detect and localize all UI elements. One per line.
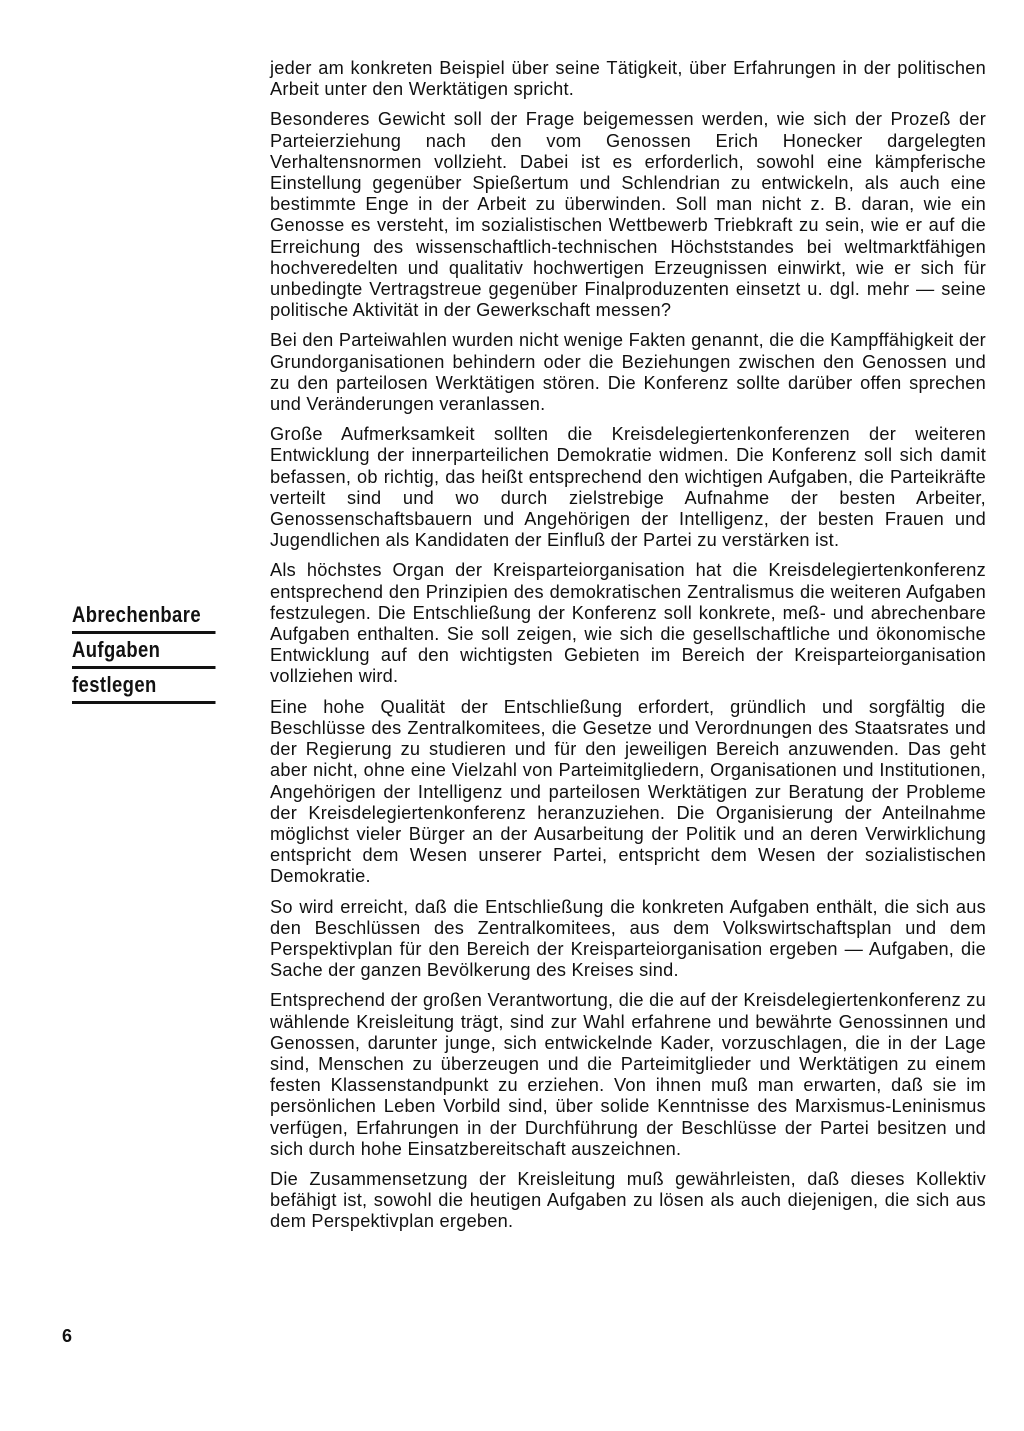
- paragraph-inner-party-democracy: Große Aufmerksamkeit sollten die Kreisdelegiertenkonferenzen der weiteren Entwicklung der innerparteilichen Demokratie widmen. Die Konferenz soll sich damit befassen, ob richtig, das heißt entsprechend den wichtigen Aufgaben, die Parteikräfte verteilt sind und wo durch zielstrebige Aufnahme der besten Arbeiter, Genossenschaftsbauern und Angehörigen der Intelligenz, der besten Frauen und Jugendlichen als Kandidaten der Einfluß der Partei zu verstärken ist.: [270, 424, 986, 551]
- paragraph-party-education: Besonderes Gewicht soll der Frage beigemessen werden, wie sich der Prozeß der Parteierziehung nach den vom Genossen Erich Honecker dargelegten Verhaltensnormen vollzieht. Dabei ist es erforderlich, sowohl eine kämpferische Einstellung gegenüber Spießertum und Schlendrian zu entwickeln, als auch eine bestimmte Enge in der Arbeit zu überwinden. Soll man nicht z. B. daran, wie ein Genosse es versteht, im sozialistischen Wettbewerb Triebkraft zu sein, wie er auf die Erreichung des wissenschaftlich-technischen Höchststandes bei weltmarktfähigen hochveredelten und qualitativ hochwertigen Erzeugnissen einwirkt, wie er sich für unbedingte Vertragstreue gegenüber Finalproduzenten einsetzt u. dgl. mehr — seine politische Aktivität in der Gewerkschaft messen?: [270, 109, 986, 321]
- sidebar-heading-line-2: Aufgaben: [72, 637, 216, 669]
- paragraph-responsibility: Entsprechend der großen Verantwortung, die die auf der Kreisdelegiertenkonferenz zu wählende Kreisleitung trägt, sind zur Wahl erfahrene und bewährte Genossinnen und Genossen, darunter junge, sich entwickelnde Kader, vorzuschlagen, die in der Lage sind, Menschen zu überzeugen und die Parteimitglieder und Werktätigen zu einem festen Klassenstandpunkt zu erziehen. Von ihnen muß man erwarten, daß sie im persönlichen Leben Vorbild sind, über solide Kenntnisse des Marxismus-Leninismus verfügen, Erfahrungen in der Durchführung der Beschlüsse der Partei besitzen und sich durch hohe Einsatzbereitschaft auszeichnen.: [270, 990, 986, 1159]
- paragraph-party-elections: Bei den Parteiwahlen wurden nicht wenige Fakten genannt, die die Kampffähigkeit der Grundorganisationen behindern oder die Beziehungen zwischen den Genossen und zu den parteilosen Werktätigen stören. Die Konferenz sollte darüber offen sprechen und Veränderungen veranlassen.: [270, 330, 986, 415]
- sidebar-heading-line-3: festlegen: [72, 672, 216, 704]
- paragraph-highest-organ: Als höchstes Organ der Kreisparteiorganisation hat die Kreisdelegiertenkonferenz entsprechend den Prinzipien des demokratischen Zentralismus die weiteren Aufgaben festzulegen. Die Entschließung der Konferenz soll konkrete, meß- und abrechenbare Aufgaben enthalten. Sie soll zeigen, wie sich die gesellschaftliche und ökonomische Entwicklung auf den wichtigsten Gebieten im Bereich der Kreisparteiorganisation vollziehen wird.: [270, 560, 986, 687]
- paragraph-composition: Die Zusammensetzung der Kreisleitung muß gewährleisten, daß dieses Kollektiv befähigt ist, sowohl die heutigen Aufgaben zu lösen als auch diejenigen, die sich aus dem Perspektivplan ergeben.: [270, 1168, 986, 1232]
- sidebar-heading: [72, 602, 247, 707]
- body-text: [270, 58, 986, 1242]
- paragraph-resolution-tasks: So wird erreicht, daß die Entschließung die konkreten Aufgaben enthält, die sich aus den Beschlüssen des Zentralkomitees, aus dem Volkswirtschaftsplan und dem Perspektivplan für den Bereich der Kreisparteiorganisation ergeben — Aufgaben, die Sache der ganzen Bevölkerung des Kreises sind.: [270, 896, 986, 981]
- page-number: 6: [62, 1326, 73, 1346]
- paragraph-continuation: jeder am konkreten Beispiel über seine Tätigkeit, über Erfahrungen in der politischen Arbeit unter den Werktätigen spricht.: [270, 58, 986, 100]
- sidebar-heading-line-1: Abrechenbare: [72, 602, 216, 634]
- paragraph-resolution-quality: Eine hohe Qualität der Entschließung erfordert, gründlich und sorgfältig die Beschlüsse des Zentralkomitees, die Gesetze und Verordnungen des Staatsrates und der Regierung zu studieren und für den jeweiligen Bereich anzuwenden. Das geht aber nicht, ohne eine Vielzahl von Parteimitgliedern, Organisationen und Institutionen, Angehörigen der Intelligenz und parteilosen Werktätigen zur Beratung der Probleme der Kreisdelegiertenkonferenz heranzuziehen. Die Organisierung der Anteilnahme möglichst vieler Bürger an der Ausarbeitung der Politik und an deren Verwirklichung entspricht dem Wesen unserer Partei, entspricht dem Wesen der sozialistischen Demokratie.: [270, 696, 986, 887]
